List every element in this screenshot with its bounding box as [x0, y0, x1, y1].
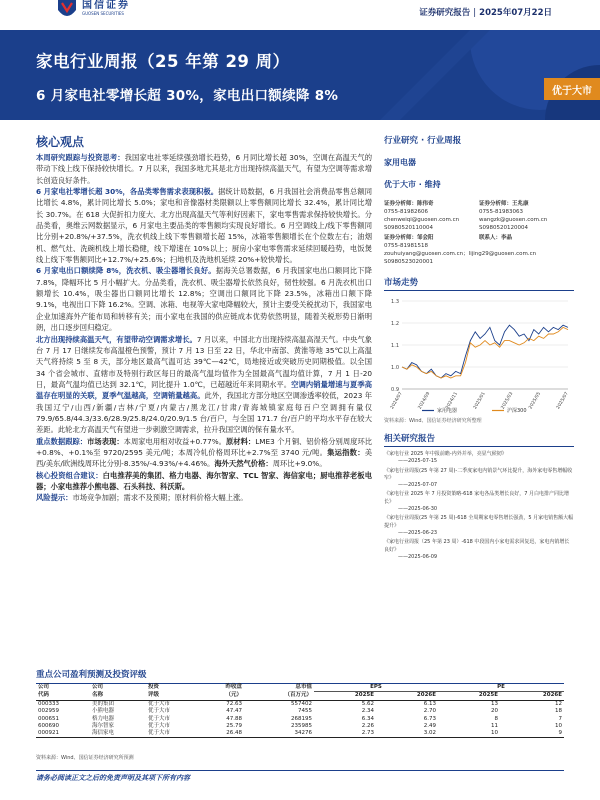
- chart-x-tick-label: 2025/07: [556, 391, 570, 411]
- table-row: [36, 708, 564, 715]
- para-lead: 风险提示：: [36, 493, 73, 503]
- analyst-role: 证券分析师：: [384, 201, 418, 207]
- analyst-email[interactable]: lijing29@guosen.com.cn: [468, 251, 537, 257]
- analyst-block: [384, 200, 574, 266]
- related-report-date: ——2025-07-07: [398, 482, 438, 489]
- table-cell: 268195: [291, 715, 312, 722]
- table-cell: 8: [494, 715, 498, 722]
- para-text: 据海关总署数据，6 月我国家电出口额同比下降 7.8%，降幅环比 5 月小幅扩大。分品类看，洗衣机、吸尘器增长依然良好，韧性较强。6 月洗衣机出口额增长 10.4%，吸尘器出口额同比增长 12.8%；空调出口额同比下降 23.5%，冰箱出口额下降 9.1%，电视出口下降 16.2%。空调、冰箱、电视等大家电降幅较大，预计主要受关税扰动下，我国家电企业加速海外产能布局和转移有关；而小家电在我国的供应链成本优势依然明显，随着关税形势日渐明朗，出口逐步回归稳定。: [36, 266, 373, 333]
- table-cell: 优于大市: [148, 715, 171, 722]
- sidebar: [384, 134, 574, 563]
- meta-separator: |: [473, 8, 477, 18]
- table-cell: 格力电器: [92, 715, 115, 722]
- related-report-item[interactable]: [384, 515, 574, 537]
- table-row: [36, 701, 564, 709]
- analyst-cert: S0980520110004: [384, 225, 433, 231]
- related-reports-heading: 相关研究报告: [384, 432, 574, 447]
- related-report-item[interactable]: [384, 539, 574, 561]
- para-research-tracking: [36, 152, 372, 186]
- related-report-title[interactable]: 《家电行业周报(25 年第 25 周)-618 全周期家电零售增长强劲，5 月家电销售额大幅提升》: [384, 515, 574, 529]
- col-header: 公司: [92, 684, 104, 691]
- table-cell: 235985: [291, 722, 312, 729]
- industry-label: 家用电器: [384, 158, 416, 167]
- related-report-date: ——2025-06-09: [398, 553, 438, 560]
- related-report-item[interactable]: [384, 491, 574, 513]
- chart-y-tick-label: 1.1: [391, 343, 399, 349]
- table-cell: 7: [558, 715, 562, 722]
- analyst-card: [384, 234, 479, 250]
- para-text: 我国家电社零延续强劲增长趋势，6 月同比增长超 30%，空调在高温天气的带动下线上线下保持较快增长。7 月以来，我国多地尤其是北方出现持续高温天气，有望为空调等需求增长创造良好条件。: [36, 153, 373, 185]
- table-cell: 11: [491, 722, 498, 729]
- table-cell: 2.34: [361, 708, 374, 715]
- table-cell: 6.13: [423, 701, 436, 707]
- table-cell: 海尔智家: [92, 722, 115, 729]
- chart-y-tick-label: 1.3: [391, 299, 399, 305]
- rating-badge: 优于大市: [544, 78, 600, 100]
- table-cell: 2.73: [314, 730, 376, 738]
- report-subtitle: 6 月家电社零增长超 30%，家电出口额续降 8%: [36, 88, 339, 104]
- analyst-phone: 0755-81981518: [384, 243, 428, 249]
- related-report-date: ——2025-07-15: [398, 458, 438, 465]
- col-header: 公司: [38, 684, 50, 691]
- company-logo: [56, 0, 130, 22]
- table-cell: 20: [491, 708, 498, 715]
- forecast-table-heading: 重点公司盈利预测及投资评级: [36, 668, 564, 684]
- report-type: 证券研究报告: [419, 8, 471, 18]
- table-cell: 18: [555, 708, 562, 715]
- table-cell: 47.47: [226, 708, 242, 715]
- market-trend-chart: [384, 295, 574, 415]
- chart-x-tick-label: 2025/01: [473, 391, 487, 411]
- analyst-role: 联系人：: [479, 235, 502, 241]
- analyst-card: [479, 234, 574, 250]
- chart-x-tick-label: 2025/03: [500, 391, 515, 411]
- para-lead: 6 月家电出口额续降 8%，洗衣机、吸尘器增长良好。: [36, 266, 216, 276]
- related-report-title[interactable]: 《家电行业 2025 年 7 月投资策略-618 家电各品类增长良好，7 月白电排产同比增长》: [384, 491, 569, 505]
- table-cell: 6.73: [423, 715, 436, 722]
- analyst-emails-row: zouhuiyang@guosen.com.cn；lijing29@guosen.com.cn: [384, 251, 537, 257]
- col-header: 2025E: [438, 692, 500, 701]
- core-viewpoints-body: [36, 152, 372, 504]
- table-cell: 13: [491, 701, 498, 707]
- report-meta: [419, 6, 552, 18]
- analyst-name: 陈伟奇: [417, 201, 434, 207]
- table-cell: 000651: [38, 715, 59, 722]
- table-cell: 9: [500, 730, 564, 738]
- para-bold: 市场表现：: [87, 436, 124, 446]
- table-row: [36, 730, 564, 738]
- analyst-role: 证券分析师：: [384, 235, 418, 241]
- table-cell: 小熊电器: [92, 708, 115, 715]
- col-header: （元）: [198, 692, 244, 701]
- analyst-email[interactable]: zouhuiyang@guosen.com.cn: [384, 251, 464, 257]
- table-cell: 优于大市: [148, 722, 171, 729]
- para-bold: 原材料：: [225, 436, 256, 446]
- col-header: （百万元）: [244, 692, 314, 701]
- related-report-title[interactable]: 《家电行业周报（25 年第 23 周）-618 中段国内小家电需求回复迅，家电内销增长良好》: [384, 539, 570, 553]
- para-text: 周环比+9.0%。: [272, 459, 327, 469]
- market-trend-heading: 市场走势: [384, 276, 574, 291]
- page-header: [0, 0, 600, 22]
- para-text: 7 月以来，中国北方出现持续高温高湿天气。中央气象台 7 月 17 日继续发布高温橙色预警，预计 7 月 13 日至 22 日，华北中南部、黄淮等地 35℃以上高温天气将持续 5 至 8 天，部分地区最高气温可达 39℃—42℃，局地接近或突破历史同期极值。以全国 34 个省会城市、直辖市及特别行政区每日的最高气温均值作为全国最高气温均值计算，7 月 1 日-20 日，最高气温均值已达到 32.1℃，同比提升 1.0℃，已超越近年来同期水平。: [36, 334, 372, 389]
- table-cell: 海信家电: [90, 730, 146, 738]
- table-cell: 557402: [291, 701, 312, 707]
- core-viewpoints-heading: 核心观点: [36, 135, 85, 149]
- related-report-title[interactable]: 《家电行业 2025 年中报前瞻-内外并举，亮显气候韧》: [384, 451, 507, 457]
- table-cell: 10: [555, 722, 562, 729]
- para-lead: 本周研究跟踪与投资思考：: [36, 153, 125, 162]
- para-data-tracking: [36, 436, 372, 470]
- analyst-cert: S0980523020001: [384, 259, 433, 265]
- para-exports: [36, 265, 372, 333]
- related-reports-list: [384, 451, 574, 561]
- sector-label: 行业研究 · 行业周报: [384, 136, 462, 146]
- table-cell: 优于大市: [148, 708, 171, 715]
- table-cell: 2.49: [423, 722, 436, 729]
- col-header: 昨收盘: [225, 684, 242, 691]
- para-bold: 白电推荐美的集团、格力电器、海尔智家、TCL 智家、海信家电；厨电推荐老板电器；小家电推荐小熊电器、石头科技、科沃斯。: [36, 470, 372, 491]
- col-group-eps: EPS: [314, 684, 438, 692]
- col-group-pe: PE: [438, 684, 564, 692]
- para-text: LME3 个月铜、铝价格分别周度环比+0.8%、+0.1%至 9720/2595 美元/吨；本周冷轧价格周环比+2.7%至 3740 元/吨。: [36, 436, 373, 457]
- chart-x-tick-label: 2025/05: [528, 391, 543, 411]
- analyst-email[interactable]: chenweiqi@guosen.com.cn: [384, 217, 460, 223]
- table-cell: 优于大市: [148, 701, 171, 707]
- para-bold: 集运指数：: [327, 447, 365, 457]
- col-header: 代码: [36, 692, 90, 701]
- table-cell: 2.26: [361, 722, 374, 729]
- logo-name-en: GUOSEN SECURITIES: [82, 11, 124, 16]
- analyst-name: 王兆康: [512, 201, 529, 207]
- table-row: [36, 716, 564, 723]
- analyst-phone: 0755-81982606: [384, 209, 428, 215]
- table-cell: 26.48: [198, 730, 244, 738]
- report-title: 家电行业周报（25 年第 29 周）: [36, 52, 290, 71]
- table-row: [36, 723, 564, 730]
- para-lead: 核心投资组合建议：: [36, 470, 103, 480]
- forecast-table: [36, 684, 564, 738]
- banner-decoration: [0, 30, 600, 120]
- chart-y-tick-label: 1.0: [391, 365, 399, 371]
- related-report-date: ——2025-06-23: [398, 529, 438, 536]
- chart-x-tick-label: 2024/07: [390, 391, 404, 411]
- analyst-phone: 0755-81983063: [479, 209, 523, 215]
- table-cell: 2.70: [423, 708, 436, 715]
- para-lead: 重点数据跟踪：: [36, 436, 88, 446]
- table-cell: 000333: [38, 701, 59, 707]
- related-report-item[interactable]: [384, 468, 574, 490]
- table-cell: 25.79: [226, 722, 242, 729]
- chart-series-line-1: [402, 327, 568, 378]
- related-report-item[interactable]: [384, 451, 574, 466]
- table-header-row: [36, 692, 564, 701]
- col-header: 总市值: [295, 684, 312, 691]
- col-header: 2026E: [376, 692, 438, 701]
- table-cell: 美的集团: [92, 701, 115, 707]
- table-cell: 002959: [38, 708, 59, 715]
- col-header: 投资: [148, 684, 160, 691]
- chart-series-line-0: [402, 325, 568, 378]
- analyst-name: 邹会阳: [417, 235, 434, 241]
- analyst-card: [479, 200, 574, 232]
- para-lead: 6 月家电社零增长超 30%，各品类零售需求表现积极。: [36, 187, 219, 197]
- table-cell: 600690: [38, 722, 59, 729]
- table-cell: 12: [555, 701, 562, 707]
- title-banner: [0, 30, 600, 120]
- analyst-card: [384, 200, 479, 232]
- chart-x-tick-label: 2024/09: [417, 391, 432, 411]
- table-cell: 3.02: [376, 730, 438, 738]
- logo-mark-icon: [56, 0, 78, 22]
- para-retail-sales: [36, 186, 372, 265]
- analyst-email[interactable]: wangzk@guosen.com.cn: [479, 217, 548, 223]
- chart-legend-label: 沪深300: [507, 408, 527, 414]
- table-header-row: [36, 684, 564, 692]
- chart-x-tick-label: 2024/11: [445, 391, 460, 411]
- logo-name-cn: 国信证券: [82, 0, 130, 11]
- report-date: 2025年07月22日: [479, 8, 552, 18]
- para-risk: [36, 492, 372, 503]
- table-cell: 6.34: [361, 715, 374, 722]
- chart-legend-label: 家用电器: [437, 408, 458, 414]
- table-cell: 72.63: [226, 701, 242, 707]
- table-cell: 7455: [298, 708, 312, 715]
- table-cell: 5.62: [361, 701, 374, 707]
- col-header: 2026E: [500, 692, 564, 701]
- rating-line: 优于大市 · 维持: [384, 180, 441, 189]
- analyst-cert: S0980520120004: [479, 225, 528, 231]
- chart-y-tick-label: 1.2: [391, 321, 399, 327]
- table-cell: 34276: [244, 730, 314, 738]
- para-text: 本周家电用相对收益+0.77%。: [123, 436, 226, 446]
- related-report-title[interactable]: 《家电行业周报(25 年第 27 周)-二季度家电内销景气环比提升，海外家电零售增幅收窄》: [384, 467, 573, 481]
- analyst-role: 证券分析师：: [479, 201, 513, 207]
- para-bold: 空调内销量增速与夏季高温存在明显的关联，夏季气温越高，空调销量越高。: [36, 379, 372, 401]
- para-text: 此外，我国北方部分地区空调渗透率较低，2023 年我国辽宁/山西/新疆/吉林/宁夏/内蒙古/黑龙江/甘肃/青海城镇家庭每百户空调拥有量仅 79.9/65.8/44.3/33.6/28.9/25.8/24.0/20.9/1.5 台/百户，与全国 171.7 台/百户的平均水平存在较大差距。此轮北方高温天气有望进一步刺激空调需求，拉升我国空调的保有量水平。: [36, 391, 372, 435]
- chart-y-tick-label: 0.9: [391, 387, 399, 393]
- footer-divider: [36, 770, 564, 771]
- table-cell: 47.88: [226, 715, 242, 722]
- para-text: 据统计局数据，6 月我国社会消费品零售总额同比增长 4.8%，累计同比增长 5.0%；家电和音像器材类限额以上零售额同比增长 32.4%，累计同比增长 30.7%。在 618 大促折扣力度大、北方出现高温天气等利好因素下，家电零售需求保持较快增长。分品类看，奥维云网数据显示，6 月家电主要品类的零售额均实现良好增长。6 月空调线上/线下零售额同比分别+20.8%/+37.5%，洗衣机线上线下零售额增长超 15%，冰箱零售额增长在个位数左右；油烟机、燃气灶、洗碗机线上增长稳健，线下增速在 10%以上；厨房小家电零售需求延续回暖趋势，电饭煲线上线下零售额同比+12.7%/+25.6%；扫地机及洗地机延续 20%+较快增长。: [36, 187, 372, 265]
- table-source: 资料来源：Wind、国信证券经济研究所预测: [36, 755, 134, 761]
- para-text: 美西/美东/欧洲线周环比分别-8.35%/-4.93%/+4.46%。: [36, 447, 373, 469]
- table-cell: 优于大市: [146, 730, 198, 738]
- footer-disclaimer: 请务必阅读正文之后的免责声明及其项下所有内容: [36, 774, 190, 782]
- col-header: 名称: [90, 692, 146, 701]
- para-lead: 北方出现持续高温天气，有望带动空调需求增长。: [36, 334, 197, 344]
- table-cell: 10: [438, 730, 500, 738]
- para-bold: 海外天然气价格：: [214, 459, 273, 469]
- chart-source: 资料来源：Wind、国信证券经济研究所整理: [384, 418, 482, 424]
- col-header: 评级: [146, 692, 198, 701]
- para-heatwave: [36, 334, 372, 436]
- table-cell: 000921: [36, 730, 90, 738]
- para-text: 市场竞争加剧；需求不及预期；原材料价格大幅上涨。: [72, 493, 248, 503]
- col-header: 2025E: [314, 692, 376, 701]
- related-report-date: ——2025-06-30: [398, 506, 438, 513]
- para-portfolio: [36, 470, 372, 493]
- analyst-name: 李晶: [501, 235, 513, 241]
